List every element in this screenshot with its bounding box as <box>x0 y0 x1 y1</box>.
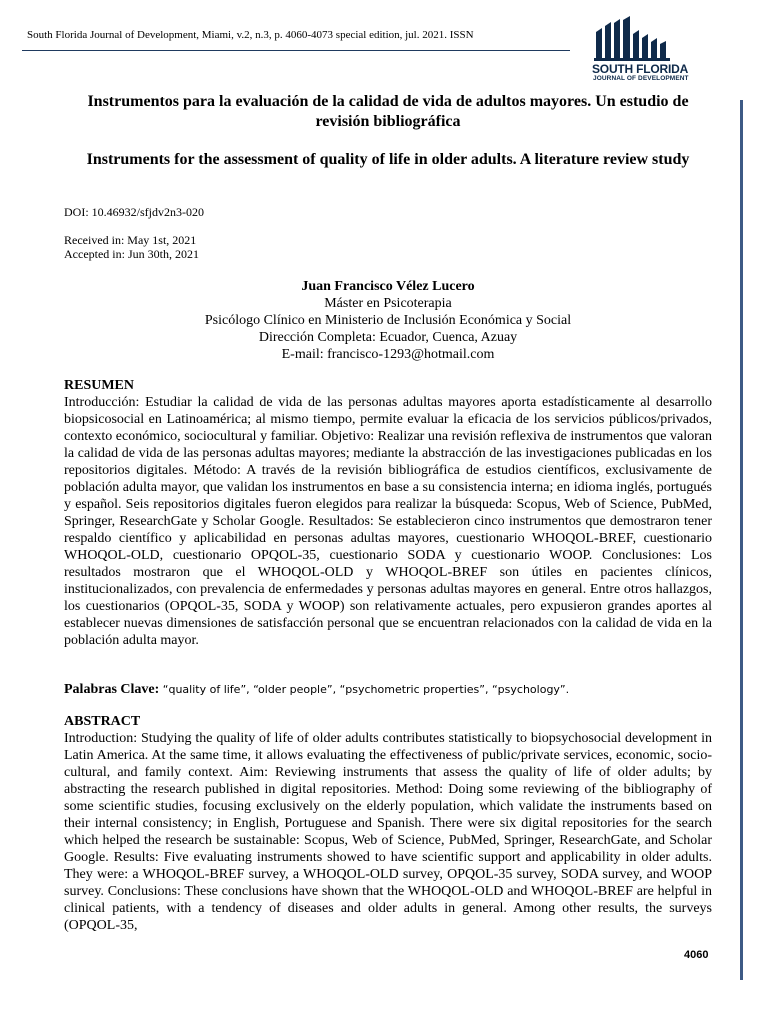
author-degree: Máster en Psicoterapia <box>324 296 452 311</box>
keywords-values: “quality of life”, “older people”, “psychometric properties”, “psychology”. <box>162 683 570 696</box>
author-email: E-mail: francisco-1293@hotmail.com <box>281 347 495 362</box>
resumen-text: Introducción: Estudiar la calidad de vida de las personas adultas mayores aporta estadísticamente al desarrollo biopsicosocial en Latinoamérica; al mismo tiempo, permite evaluar la eficacia de los servicios públicos/privados, contexto económico, sociocultural y familiar. Objetivo: Realizar una revisión reflexiva de instrumentos que valoran la calidad de vida de las personas adultas mayores; mediante la abstracción de las investigaciones publicadas en los repositorios digitales. Método: A través de la revisión bibliográfica de estudios científicos, exclusivamente de población adulta mayor, que validan los instrumentos en base a su consistencia interna; en idioma inglés, portugués y español. Seis repositorios digitales fueron elegidos para realizar la búsqueda: Scopus, Web of Science, PubMed, Springer, ResearchGate y Scholar Google. Resultados: Se establecieron cinco instrumentos que demostraron tener respaldo científico y aplicabilidad en personas adultas mayores, cuestionario WHOQOL-BREF, cuestionario WHOQOL-OLD, cuestionario OPQOL-35, cuestionario SODA y cuestionario WOOP. Conclusiones: Los resultados mostraron que el WHOQOL-OLD y WHOQOL-BREF son útiles en pacientes clínicos, institucionalizados, con prevalencia de enfermedades y personas adultas mayores en general. Entre otros hallazgos, los cuestionarios (OPQOL-35, SODA y WOOP) son relativamente actuales, pero expusieron grandes aportes al establecer nuevas dimensiones de satisfacción personal que se encuentran relacionados con la calidad de vida en la población adulta mayor. <box>64 395 712 648</box>
abstract-text: Introduction: Studying the quality of life of older adults contributes statistically to biopsychosocial development in Latin America. At the same time, it allows evaluating the effectiveness of public/private services, economic, socio-cultural, and family context. Aim: Reviewing instruments that assess the quality of life of older adults; by abstracting the research published in digital repositories. Method: Doing some reviewing of the bibliography of some scientific studies, focusing exclusively on the elderly population, which validate the instruments based on their internal consistency; in English, Portuguese and Spanish. There were six digital repositories for the search which helped the research be sustainable: Scopus, Web of Science, PubMed, Springer, ResearchGate, and Scholar Google. Results: Five evaluating instruments showed to have scientific support and applicability in older adults. They were: a WHOQOL-BREF survey, a WHOQOL-OLD survey, OPQOL-35 survey, SODA survey, and WOOP survey. Conclusions: These conclusions have shown that the WHOQOL-OLD and WHOQOL-BREF are helpful in clinical patients, with a tendency of diseases and older adults in general. Among other results, the surveys (OPQOL-35, <box>64 731 712 933</box>
author-address: Dirección Completa: Ecuador, Cuenca, Azuay <box>258 330 518 345</box>
doi: DOI: 10.46932/sfjdv2n3-020 <box>64 205 204 219</box>
logo-line-2: JOURNAL OF DEVELOPMENT <box>593 75 689 82</box>
journal-citation: South Florida Journal of Development, Miami, v.2, n.3, p. 4060-4073 special edition, jul. 2021. ISSN <box>27 29 474 41</box>
author-block <box>70 278 706 363</box>
author-name: Juan Francisco Vélez Lucero <box>301 279 475 294</box>
keywords <box>64 682 569 698</box>
accepted-date: Accepted in: Jun 30th, 2021 <box>64 247 199 261</box>
received-date: Received in: May 1st, 2021 <box>64 233 197 247</box>
author-position: Psicólogo Clínico en Ministerio de Inclusión Económica y Social <box>204 313 572 328</box>
abstract-heading: ABSTRACT <box>64 714 141 729</box>
keywords-label: Palabras Clave: <box>64 682 160 697</box>
resumen-heading: RESUMEN <box>64 378 135 393</box>
side-divider <box>740 100 743 980</box>
title-english: Instruments for the assessment of quality of life in older adults. A literature review study <box>86 151 690 168</box>
logo-line-1: SOUTH FLORIDA <box>592 62 689 76</box>
title-spanish: Instrumentos para la evaluación de la calidad de vida de adultos mayores. Un estudio de revisión bibliográfica <box>87 93 689 130</box>
page-number: 4060 <box>684 949 709 961</box>
header-divider <box>22 50 570 51</box>
